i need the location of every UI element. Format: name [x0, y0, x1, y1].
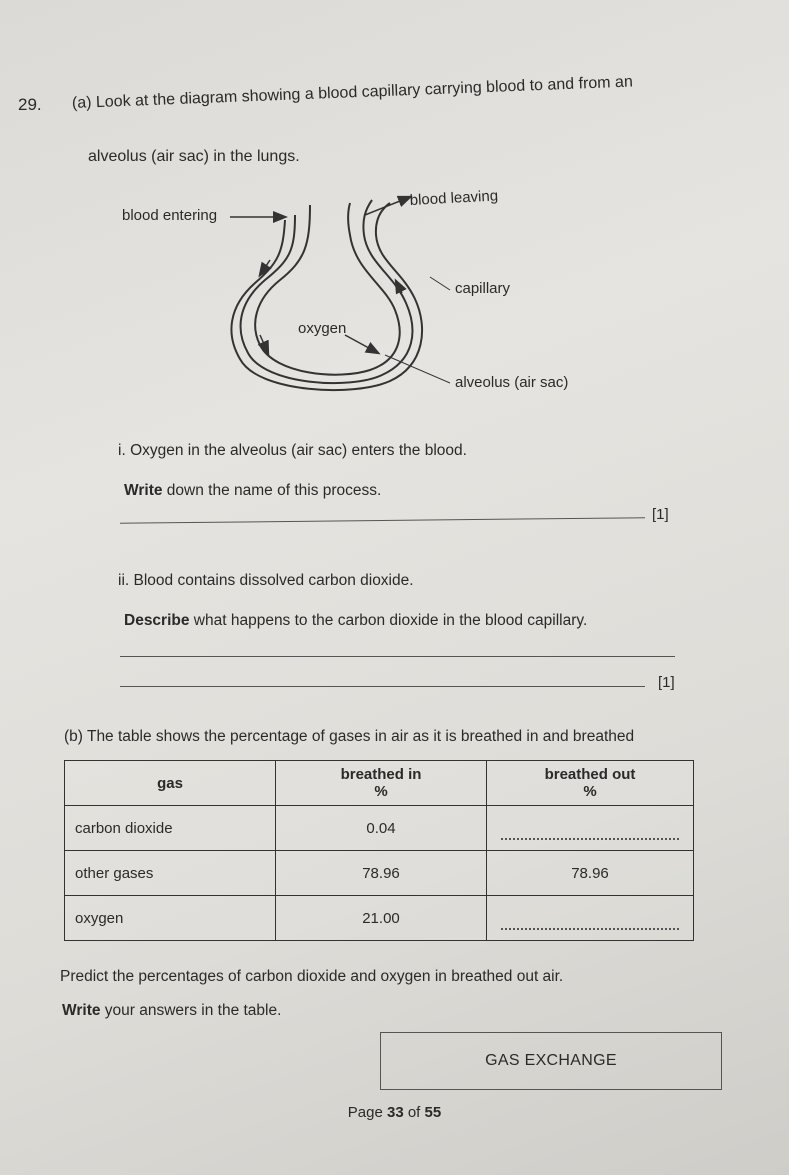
table-row — [65, 806, 694, 851]
cell-out-co2[interactable] — [487, 806, 694, 851]
part-i-instruction — [124, 482, 381, 500]
oxygen-arrow — [345, 335, 378, 353]
part-ii-label: ii. — [118, 572, 130, 589]
label-blood-leaving: blood leaving — [409, 187, 499, 209]
blood-leaving-arrow — [365, 197, 410, 215]
cell-gas-co2: carbon dioxide — [65, 806, 276, 851]
page-of: of — [407, 1104, 421, 1121]
answer-line-ii-2[interactable] — [120, 686, 645, 687]
header-breathed-in: breathed in % — [276, 761, 487, 806]
part-i-statement — [118, 442, 467, 460]
marks-ii: [1] — [658, 674, 675, 691]
label-oxygen: oxygen — [298, 320, 347, 337]
cell-out-oxygen[interactable] — [487, 896, 694, 941]
question-intro-line1 — [72, 73, 633, 113]
capillary-alveolus-diagram — [110, 175, 630, 415]
part-i-text: Oxygen in the alveolus (air sac) enters the blood. — [130, 442, 467, 459]
write-instruction-text: your answers in the table. — [100, 1002, 282, 1019]
write-instruction — [62, 1002, 281, 1020]
header-breathed-out: breathed out % — [487, 761, 694, 806]
marks-i: [1] — [652, 506, 669, 523]
part-ii-instruction — [124, 612, 587, 630]
question-intro-line2: alveolus (air sac) in the lungs. — [88, 148, 300, 165]
cell-out-other: 78.96 — [487, 851, 694, 896]
label-alveolus: alveolus (air sac) — [455, 374, 569, 391]
cell-gas-other: other gases — [65, 851, 276, 896]
part-ii-instruction-text: what happens to the carbon dioxide in the blood capillary. — [189, 612, 588, 629]
part-ii-statement — [118, 572, 414, 590]
table-row — [65, 896, 694, 941]
part-a-label: (a) — [71, 94, 92, 112]
table-row — [65, 851, 694, 896]
page-footer — [0, 1104, 789, 1121]
cell-in-other: 78.96 — [276, 851, 487, 896]
label-blood-entering: blood entering — [122, 207, 218, 224]
part-i-instruction-text: down the name of this process. — [162, 482, 382, 499]
page-total: 55 — [424, 1104, 442, 1121]
answer-line-i[interactable] — [120, 517, 645, 523]
page-prefix: Page — [347, 1104, 383, 1121]
part-i-label: i. — [118, 442, 126, 459]
write-verb: Write — [62, 1002, 101, 1019]
part-ii-verb: Describe — [124, 612, 190, 629]
header-gas — [65, 761, 276, 806]
predict-instruction: Predict the percentages of carbon dioxide and oxygen in breathed out air. — [60, 968, 564, 985]
label-capillary: capillary — [455, 280, 511, 297]
part-ii-text: Blood contains dissolved carbon dioxide. — [133, 572, 414, 589]
header-gas-text: gas — [157, 774, 183, 792]
question-number: 29. — [18, 95, 42, 114]
cell-gas-oxygen: oxygen — [65, 896, 276, 941]
cell-in-co2: 0.04 — [276, 806, 487, 851]
topic-box: GAS EXCHANGE — [380, 1032, 722, 1090]
table-header-row — [65, 761, 694, 806]
part-i-verb: Write — [124, 482, 163, 499]
cell-in-oxygen: 21.00 — [276, 896, 487, 941]
alveolus-shape — [231, 200, 422, 390]
answer-line-ii-1[interactable] — [120, 656, 675, 657]
part-b-intro: (b) The table shows the percentage of gases in air as it is breathed in and breathed — [64, 728, 635, 745]
answer-dots-co2 — [501, 838, 679, 840]
intro-text-1: Look at the diagram showing a blood capillary carrying blood to and from an — [95, 73, 634, 112]
capillary-leader — [430, 277, 450, 290]
page-current: 33 — [386, 1104, 404, 1121]
answer-dots-oxygen — [501, 928, 679, 930]
gas-table — [64, 760, 694, 941]
